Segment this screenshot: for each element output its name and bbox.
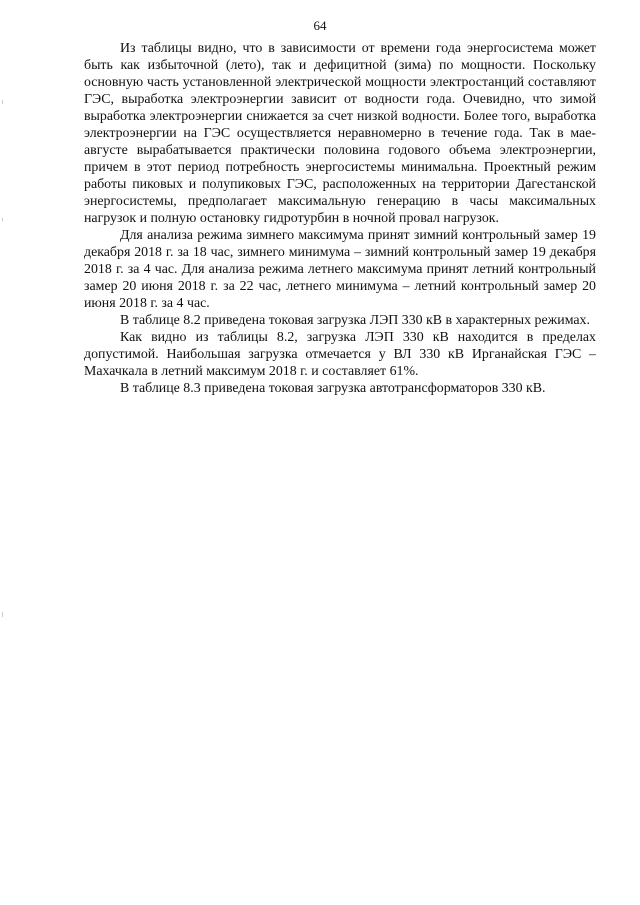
body-text xyxy=(84,40,596,397)
paragraph-control-measurements: Для анализа режима зимнего максимума принят зимний контрольный замер 19 декабря 2018 г. за 18 час, зимнего минимума – зимний контрольный замер 19 декабря 2018 г. за 4 час. Для анализа режима летнего максимума принят летний контрольный замер 20 июня 2018 г. за 22 час, летнего минимума – летний контрольный замер 20 июня 2018 г. за 4 час. xyxy=(84,228,596,311)
paragraph-table-8-3-intro: В таблице 8.3 приведена токовая загрузка автотрансформаторов 330 кВ. xyxy=(120,381,546,396)
paragraph-table-8-2-intro: В таблице 8.2 приведена токовая загрузка ЛЭП 330 кВ в характерных режимах. xyxy=(120,313,590,328)
paragraph-line-loading: Как видно из таблицы 8.2, загрузка ЛЭП 330 кВ находится в пределах допустимой. Наибольшая загрузка отмечается у ВЛ 330 кВ Ирганайская ГЭС – Махачкала в летний максимум 2018 г. и составляет 61%. xyxy=(84,330,596,379)
paragraph-reservoir-hydro: Из таблицы видно, что в зависимости от времени года энергосистема может быть как избыточной (лето), так и дефицитной (зима) по мощности. Поскольку основную часть установленной электрической мощности электростанций составляют ГЭС, выработка электроэнергии зависит от водности года. Очевидно, что зимой выработка электроэнергии снижается за счет низкой водности. Более того, выработка электроэнергии на ГЭС осуществляется неравномерно в течение года. Так в мае-августе вырабатывается практически половина годового объема электроэнергии, причем в этот период потребность энергосистемы минимальна. Проектный режим работы пиковых и полупиковых ГЭС, расположенных на территории Дагестанской энергосистемы, предполагает максимальную генерацию в часы максимальных нагрузок и полную остановку гидротурбин в ночной провал нагрузок. xyxy=(84,41,596,226)
scan-artifact xyxy=(2,100,3,104)
page-number: 64 xyxy=(313,18,327,33)
scan-artifact xyxy=(2,218,3,221)
scan-artifact xyxy=(2,612,3,617)
